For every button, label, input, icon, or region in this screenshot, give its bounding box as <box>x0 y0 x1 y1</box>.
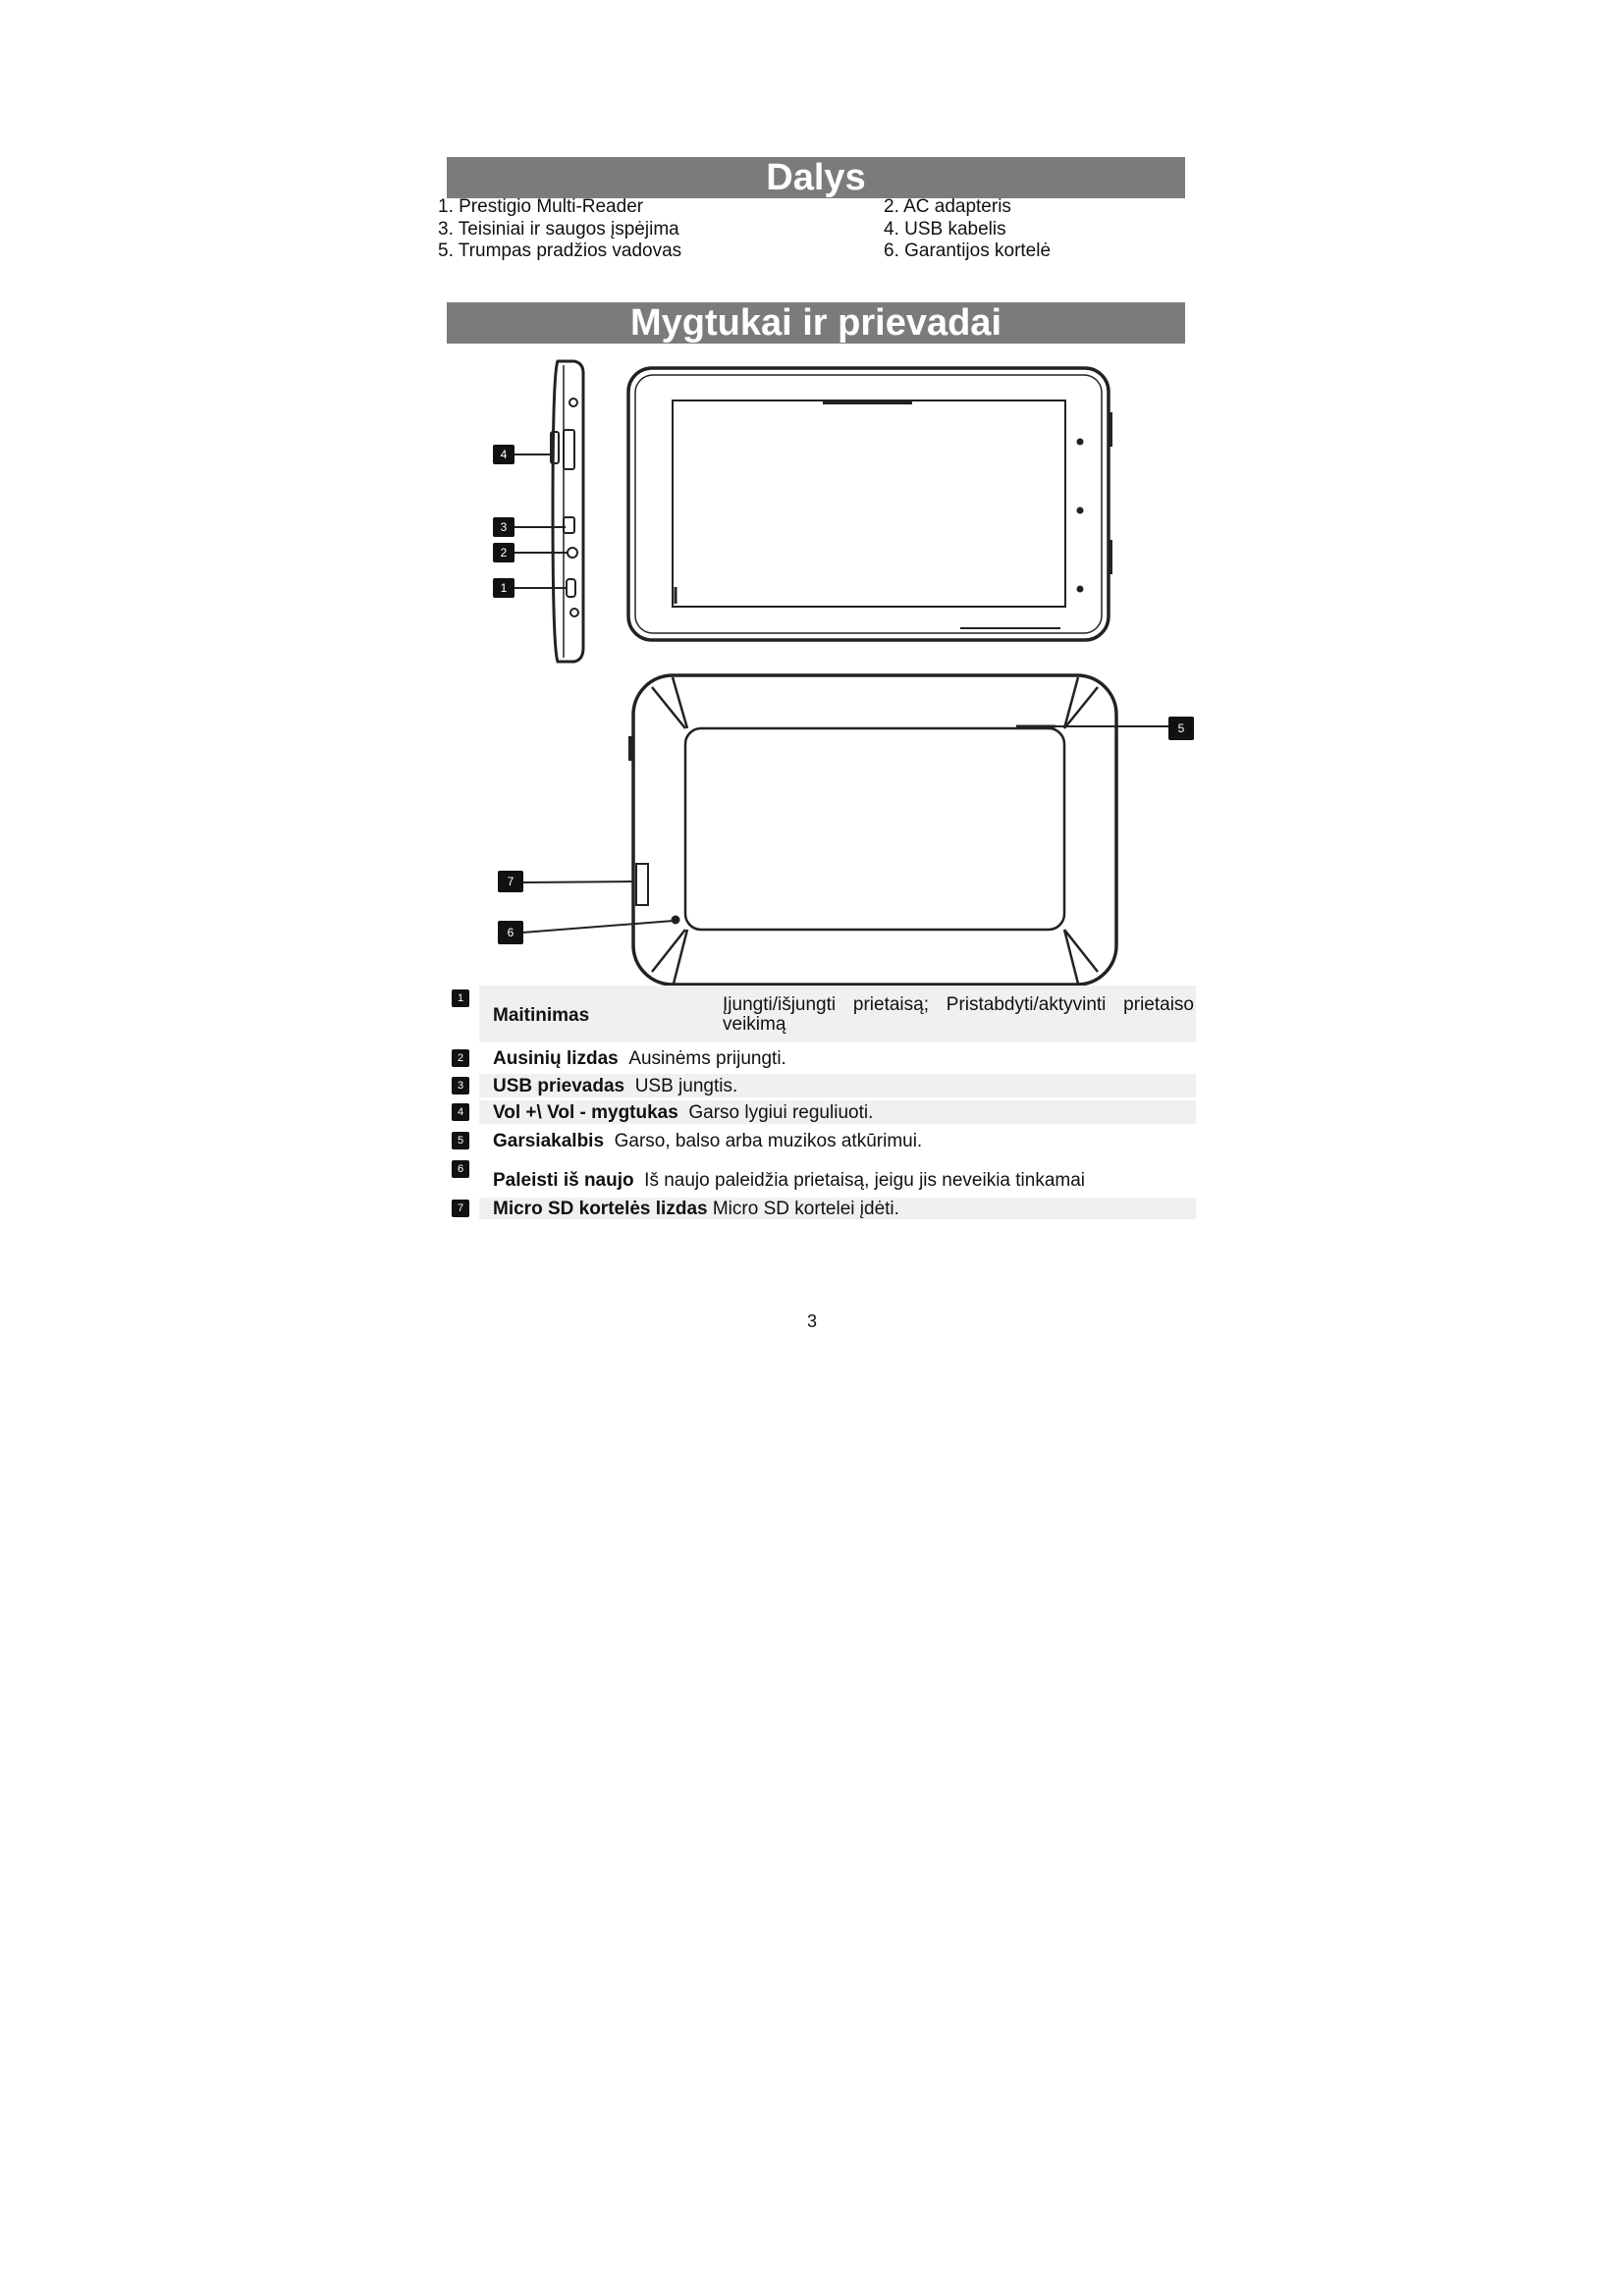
parts-list-item: 2. AC adapteris <box>884 196 1011 217</box>
section-title-buttons: Mygtukai ir prievadai <box>447 302 1185 344</box>
spec-name: Paleisti iš naujo <box>493 1170 634 1191</box>
tablet-back-view-illustration <box>630 675 1116 985</box>
page-number: 3 <box>806 1311 817 1331</box>
spec-name: USB prievadas <box>493 1076 625 1096</box>
spec-row-power <box>450 986 1196 1042</box>
callout-3: 3 <box>493 517 514 537</box>
spec-row-headphone <box>450 1046 1196 1070</box>
parts-list-item: 3. Teisiniai ir saugos įspėjima <box>438 219 679 240</box>
parts-list-item: 4. USB kabelis <box>884 219 1006 240</box>
spec-number: 2 <box>452 1049 469 1067</box>
section-title-parts: Dalys <box>447 157 1185 198</box>
spec-description: USB jungtis. <box>634 1076 738 1096</box>
spec-description: Garso lygiui reguliuoti. <box>688 1102 874 1123</box>
callout-4: 4 <box>493 445 514 464</box>
spec-name: Vol +\ Vol - mygtukas <box>493 1102 678 1123</box>
spec-description: Micro SD kortelei įdėti. <box>712 1199 899 1219</box>
spec-description: Įjungti/išjungti prietaisą; Pristabdyti/aktyvinti prietaiso veikimą <box>723 994 1194 1035</box>
parts-list-item: 5. Trumpas pradžios vadovas <box>438 240 682 261</box>
spec-number: 1 <box>452 989 469 1007</box>
callout-2: 2 <box>493 543 514 562</box>
device-diagram <box>0 0 1624 991</box>
spec-number: 7 <box>452 1200 469 1217</box>
spec-row-reset <box>450 1160 1196 1194</box>
spec-name: Maitinimas <box>493 1005 590 1026</box>
spec-number: 5 <box>452 1132 469 1149</box>
spec-row-speaker <box>450 1129 1196 1152</box>
spec-name: Micro SD kortelės lizdas <box>493 1199 708 1219</box>
spec-description: Garso, balso arba muzikos atkūrimui. <box>614 1131 923 1151</box>
spec-description: Iš naujo paleidžia prietaisą, jeigu jis neveikia tinkamai <box>644 1170 1086 1191</box>
spec-name: Ausinių lizdas <box>493 1048 619 1069</box>
spec-row-volume <box>450 1100 1196 1124</box>
callout-7: 7 <box>498 871 523 892</box>
callout-5: 5 <box>1168 717 1194 740</box>
spec-row-sd-slot <box>450 1198 1196 1221</box>
parts-list-item: 6. Garantijos kortelė <box>884 240 1052 261</box>
callout-6: 6 <box>498 921 523 944</box>
spec-name: Garsiakalbis <box>493 1131 605 1151</box>
tablet-front-view-illustration <box>628 368 1110 640</box>
spec-row-usb <box>450 1074 1196 1097</box>
parts-list-item: 1. Prestigio Multi-Reader <box>438 196 644 217</box>
spec-number: 4 <box>452 1103 469 1121</box>
spec-number: 3 <box>452 1077 469 1095</box>
spec-description: Ausinėms prijungti. <box>628 1048 786 1069</box>
callout-1: 1 <box>493 578 514 598</box>
spec-number: 6 <box>452 1160 469 1178</box>
tablet-side-view-illustration <box>551 361 583 662</box>
